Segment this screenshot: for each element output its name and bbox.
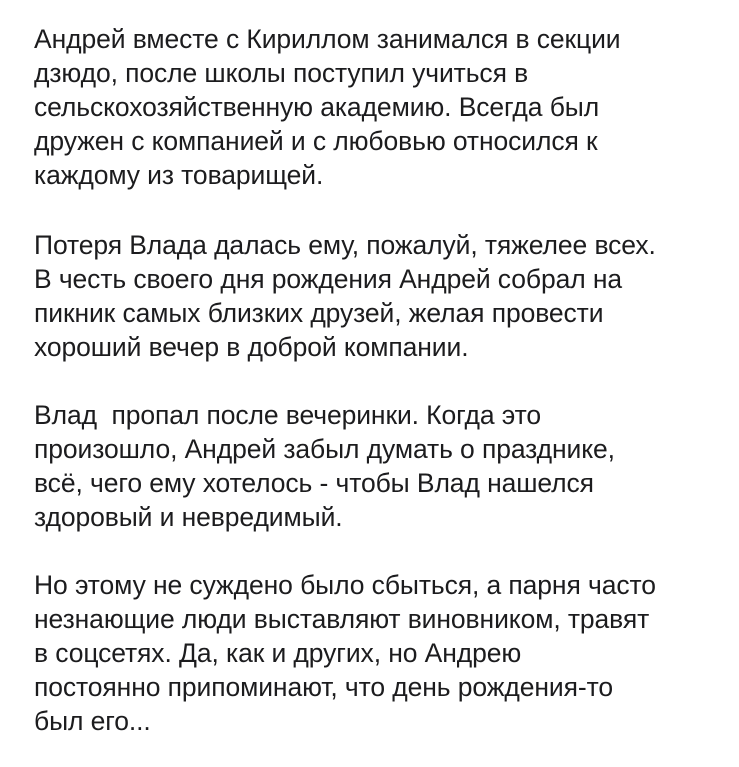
paragraph-2-line-3: пикник самых близких друзей, желая провести — [34, 298, 604, 328]
paragraph-4-line-3: в соцсетях. Да, как и других, но Андрею — [34, 638, 522, 668]
paragraph-3 — [34, 398, 724, 534]
paragraph-1-line-1: Андрей вместе с Кириллом занимался в секции — [34, 24, 621, 54]
paragraph-3-line-4: здоровый и невредимый. — [34, 502, 343, 532]
paragraph-1-line-3: сельскохозяйственную академию. Всегда был — [34, 92, 600, 122]
paragraph-4-line-4: постоянно припоминают, что день рождения-то — [34, 672, 613, 702]
paragraph-2 — [34, 228, 724, 364]
paragraph-4-line-5: был его... — [34, 706, 151, 736]
paragraph-2-line-1: Потеря Влада далась ему, пожалуй, тяжелее всех. — [34, 230, 656, 260]
paragraph-2-line-4: хороший вечер в доброй компании. — [34, 332, 469, 362]
paragraph-3-line-1: Влад пропал после вечеринки. Когда это — [34, 400, 542, 430]
paragraph-1-line-5: каждому из товарищей. — [34, 160, 324, 190]
paragraph-3-line-2: произошло, Андрей забыл думать о празднике, — [34, 434, 615, 464]
paragraph-4-line-1: Но этому не суждено было сбыться, а парня часто — [34, 570, 656, 600]
paragraph-1 — [34, 22, 724, 192]
paragraph-1-line-2: дзюдо, после школы поступил учиться в — [34, 58, 529, 88]
paragraph-1-line-4: дружен с компанией и с любовью относился к — [34, 126, 598, 156]
paragraph-4 — [34, 568, 724, 738]
paragraph-3-line-3: всё, чего ему хотелось - чтобы Влад нашелся — [34, 468, 594, 498]
paragraph-4-line-2: незнающие люди выставляют виновником, травят — [34, 604, 650, 634]
paragraph-2-line-2: В честь своего дня рождения Андрей собрал на — [34, 264, 623, 294]
